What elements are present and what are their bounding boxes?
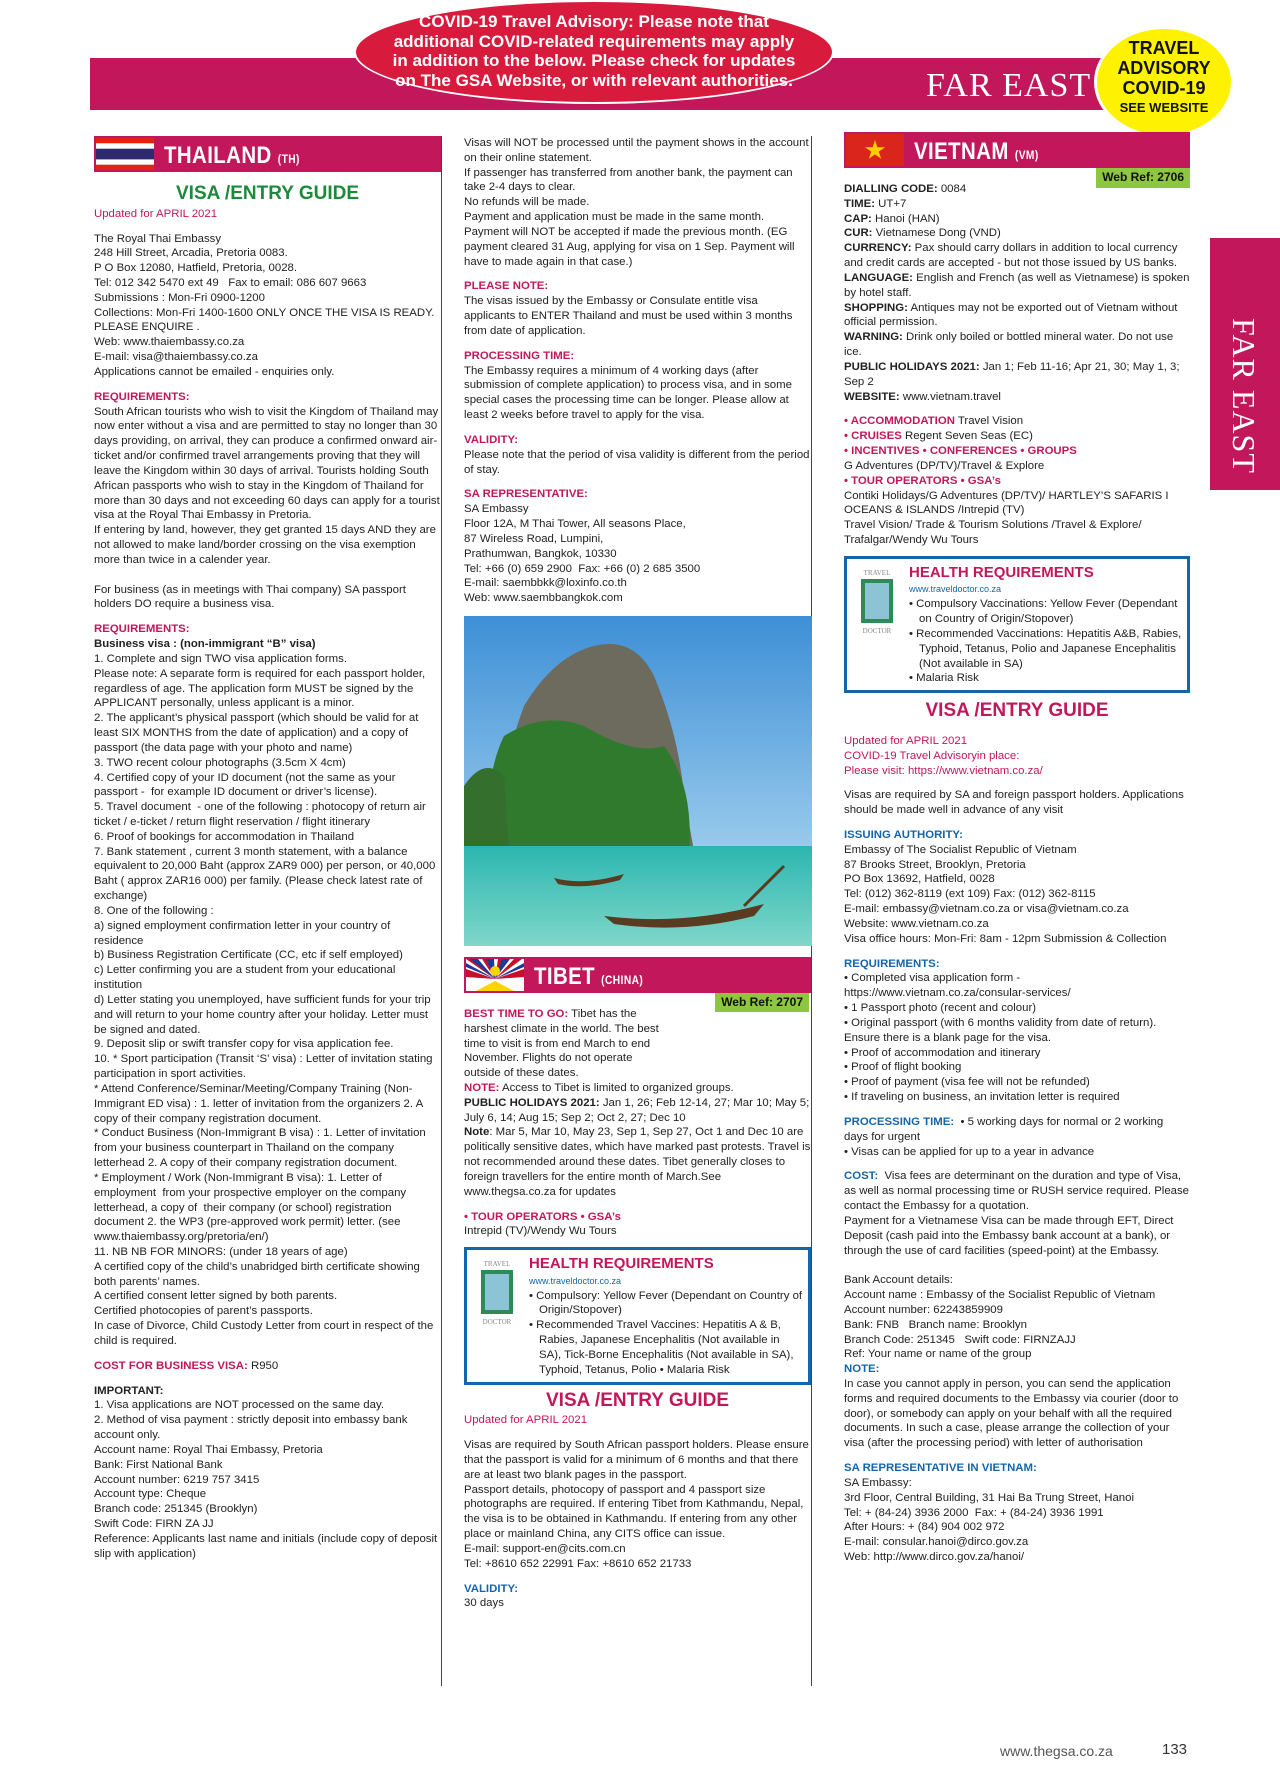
footer-website-link[interactable]: www.thegsa.co.za: [1000, 1743, 1113, 1759]
health-item: • Malaria Risk: [909, 672, 979, 685]
business-visa-text: 1. Complete and sign TWO visa application forms. Please note: A separate form is required for each passport holder, regardless of age. The application form MUST be signed by the APPLICANT personally, unless applicant is a minor. 2. The applicant’s physical passport (which should be valid for at least SIX MONTHS from the date of application) and a copy of passport (the data page with your photo and name) 3. TWO recent colour photographs (3.5cm X 4cm) 4. Certified copy of your ID document (not the same as your passport - for example ID document or driver’s license). 5. Travel document - one of the following : photocopy of return air ticket / e-ticket / return flight reservation / flight itinerary 6. Proof of bookings for accommodation in Thailand 7. Bank statement , current 3 month statement, with a balance equivalent to 20,000 Baht (approx ZAR9 000) per person, or 40,000 Baht ( approx ZAR16 000) per family. (Please check latest rate of exchange) 8. One of the following : a) signed employment confirmation letter in your country of residence b) Business Registration Certificate (CC, etc if self employed) c) Letter confirming you are a student from your educational institution d) Letter stating you unemployed, have sufficient funds for your trip and will return to your home country after your holiday. Letter must be signed and dated. 9. Deposit slip or swift transfer copy for visa application fee. 10. * Sport participation (Transit ‘S’ visa) : Letter of invitation stating participation in sport activities. * Attend Conference/Seminar/Meeting/Company Training (Non-Immigrant ED visa) : 1. letter of invitation from the organizers 2. A copy of their company registration document. * Conduct Business (Non-Immigrant B visa) : 1. Letter of invitation from your business counterpart in Thailand on the company letterhead 2. A copy of their company registration document. * Employment / Work (Non-Immigrant B visa): 1. Letter of employment from your prospective employer on the company letterhead, a copy of their company (or school) registration document 2. the WP3 (pre-approved work permit) letter. (see www.thaiembassy.org/pretoria/en/) 11. NB NB FOR MINORS: (under 18 years of age) A certified copy of the child’s unabridged birth certificate showing both parents’ names. A certified consent letter signed by both parents. Certified photocopies of parent’s passports. In case of Divorce, Child Custody Letter from court in respect of the child is required.: [94, 652, 436, 1347]
incentives-list: G Adventures (DP/TV)/Travel & Explore: [844, 459, 1045, 472]
warning-info: WARNING: Drink only boiled or bottled mineral water. Do not use ice.: [844, 331, 1174, 359]
sensitive-dates: Note: Mar 5, Mar 10, May 23, Sep 1, Sep 27, Oct 1 and Dec 10 are politically sensitive dates, which have marked past protests. Travel is not recommended around these dates. Tibet generally closes to foreign travellers for the entire month of March.See www.thegsa.co.za for updates: [464, 1126, 811, 1198]
svg-text:DOCTOR: DOCTOR: [862, 626, 892, 635]
health-item: • Recommended Travel Vaccines: Hepatitis A & B, Rabies, Japanese Encephalitis (Not available in SA), Tick-Borne Encephalitis (Not available in SA), Typhoid, Tetanus, Polio • Malaria Risk: [529, 1319, 794, 1376]
health-site-link[interactable]: www.traveldoctor.co.za: [529, 1275, 622, 1286]
web-ref-badge[interactable]: Web Ref: 2707: [715, 993, 809, 1013]
cruises-line: • CRUISES Regent Seven Seas (EC): [844, 430, 1033, 443]
covid-advisory-notice: COVID-19 Travel Advisory: Please note that additional COVID-related requirements may apply in addition to the below. Please check for updates on The GSA Website, or with relevant authorities.: [354, 0, 834, 104]
visa-guide-title: VISA /ENTRY GUIDE: [176, 183, 359, 204]
language-info: LANGUAGE: English and French (as well as Vietnamese) is spoken by hotel staff.: [844, 271, 1190, 299]
updated-note: Updated for APRIL 2021 COVID-19 Travel Advisoryin place: Please visit: https://www.vietnam.co.za/: [844, 734, 1043, 777]
sa-representative-text: SA Embassy: 3rd Floor, Central Building, 31 Hai Ba Trung Street, Hanoi Tel: + (84-24) 3936 2000 Fax: + (84-24) 3936 1991 After Hours: + (84) 904 002 972 E-mail: consular.hanoi@dirco.gov.za Web: http://www.dirco.gov.za/hanoi/: [844, 1476, 1134, 1564]
currency-info: CURRENCY: Pax should carry dollars in addition to local currency and credit cards are accepted - but not those issued by US banks.: [844, 242, 1178, 270]
health-requirements-box: [844, 556, 1190, 693]
sa-representative-heading: SA REPRESENTATIVE IN VIETNAM:: [844, 1462, 1037, 1475]
health-item: • Recommended Vaccinations: Hepatitis A&B, Rabies, Typhoid, Tetanus, Polio and Japanese Encephalitis (Not available in SA): [909, 627, 1182, 670]
validity-heading: VALIDITY:: [464, 433, 518, 446]
advisory-line3: COVID-19: [1122, 77, 1206, 98]
sa-representative-heading: SA REPRESENTATIVE:: [464, 488, 588, 501]
access-note: NOTE: Access to Tibet is limited to organized groups.: [464, 1081, 734, 1094]
requirements-heading-2: REQUIREMENTS:: [94, 623, 190, 636]
tour-operators-heading: • TOUR OPERATORS • GSA’s: [464, 1210, 621, 1223]
dialling-code: DIALLING CODE: 0084: [844, 183, 967, 195]
validity-heading: VALIDITY:: [464, 1582, 518, 1595]
side-tab-label: FAR EAST: [1226, 318, 1262, 474]
requirements-heading: REQUIREMENTS:: [94, 390, 190, 403]
sa-representative-text: SA Embassy Floor 12A, M Thai Tower, All seasons Place, 87 Wireless Road, Lumpini, Prathumwan, Bangkok, 10330 Tel: +66 (0) 659 2900 Fax: +66 (0) 2 685 3500 E-mail: saembbkk@loxinfo.co.th Web: www.saembbangkok.com: [464, 503, 701, 605]
shopping-info: SHOPPING: Antiques may not be exported out of Vietnam without official permission.: [844, 301, 1178, 329]
please-note-heading: PLEASE NOTE:: [464, 280, 549, 293]
health-title: HEALTH REQUIREMENTS: [909, 563, 1094, 581]
note-text: In case you cannot apply in person, you can send the application forms and required documents to the Embassy via courier (door to door), or somebody can apply on your behalf with all the required documents. In such a case, please arrange the collection of your visa (after the processing period) with letter of authorisation: [844, 1377, 1182, 1450]
website-info: WEBSITE: www.vietnam.travel: [844, 390, 1001, 403]
side-region-tab: [1210, 238, 1280, 490]
visa-intro: Visas are required by SA and foreign passport holders. Applications should be made well in advance of any visit: [844, 789, 1187, 817]
thailand-column: [94, 136, 442, 1686]
advisory-line2: ADVISORY: [1117, 57, 1211, 78]
health-title: HEALTH REQUIREMENTS: [529, 1255, 714, 1273]
health-item: • Compulsory: Yellow Fever (Dependant on Country of Origin/Stopover): [529, 1289, 803, 1317]
svg-text:TRAVEL: TRAVEL: [483, 1260, 511, 1269]
updated-note: Updated for APRIL 2021: [94, 207, 218, 220]
travel-doctor-logo-icon: [853, 565, 901, 639]
middle-column: [464, 136, 812, 1686]
tour-operators-list: Contiki Holidays/G Adventures (DP/TV)/ HARTLEY’S SAFARIS I OCEANS & ISLANDS /Intrepid (TV) Travel Vision/ Trade & Tourism Solutions /Travel & Explore/ Trafalgar/Wendy Wu Tours: [844, 489, 1169, 547]
vietnam-header: [844, 132, 1190, 168]
thailand-header: [94, 136, 441, 172]
page-number: 133: [1162, 1741, 1188, 1758]
advisory-line1: TRAVEL: [1128, 38, 1200, 58]
incentives-heading: • INCENTIVES • CONFERENCES • GROUPS: [844, 445, 1077, 458]
issuing-authority-text: Embassy of The Socialist Republic of Vietnam 87 Brooks Street, Brooklyn, Pretoria PO Box 13692, Hatfield, 0028 Tel: (012) 362-8119 (ext 109) Fax: (012) 362-8115 E-mail: embassy@vietnam.co.za or visa@vietnam.co.za Website: www.vietnam.co.za Visa office hours: Mon-Fri: 8am - 12pm Submission & Collection: [844, 843, 1167, 945]
please-note-text: The visas issued by the Embassy or Consulate entitle visa applicants to ENTER Thailand and must be used within 3 months from date of application.: [464, 295, 796, 337]
country-name: THAILAND (TH): [164, 142, 300, 169]
thailand-flag-icon: [96, 138, 154, 170]
health-site-link[interactable]: www.traveldoctor.co.za: [909, 584, 1002, 595]
banner-title: FAR EAST: [926, 67, 1092, 104]
country-name: VIETNAM (VM): [914, 138, 1039, 165]
country-name: TIBET (CHINA): [534, 962, 644, 990]
visa-guide-title: VISA /ENTRY GUIDE: [925, 700, 1109, 722]
cost-line: COST: Visa fees are determinant on the duration and type of Visa, as well as normal processing time or RUSH service required. Please contact the Embassy for a quotation. Payment for a Vietnamese Visa can be made through EFT, Direct Deposit (cash paid into the Embassy bank account at a bank), or through the use of card facilities (speed-point) at the Embassy. Bank Account details: Account name : Embassy of the Socialist Republic of Vietnam Account number: 62243859909 Bank: FNB Branch name: Brooklyn Branch Code: 251345 Swift code: FIRNZAJJ Ref: Your name or name of the group: [844, 1170, 1190, 1361]
best-time: BEST TIME TO GO: Tibet has the harshest climate in the world. The best time to visit is from end March to end November. Flights do not operate outside of these dates.: [464, 1007, 659, 1080]
requirements-text: • Completed visa application form - https://www.vietnam.co.za/consular-services/ • 1 Passport photo (recent and colour) • Original passport (with 6 months validity from date of return). Ensure there is a blank page for the visa. • Proof of accommodation and itinerary • Proof of flight booking • Proof of payment (visa fee will not be refunded) • If traveling on business, an invitation letter is required: [844, 972, 1157, 1104]
svg-text:DOCTOR: DOCTOR: [482, 1318, 512, 1327]
tibet-flag-icon: [466, 959, 524, 991]
updated-note: Updated for APRIL 2021: [464, 1414, 588, 1427]
public-holidays: PUBLIC HOLIDAYS 2021: Jan 1; Feb 11-16; Apr 21, 30; May 1, 3; Sep 2: [844, 360, 1180, 388]
travel-advisory-badge[interactable]: [1094, 26, 1234, 138]
vietnam-column: [844, 132, 1190, 1565]
time-zone: TIME: UT+7: [844, 197, 907, 210]
health-requirements-box: [464, 1247, 811, 1384]
cost-line: COST FOR BUSINESS VISA: R950: [94, 1359, 279, 1372]
travel-doctor-logo-icon: [473, 1256, 521, 1330]
requirements-text: South African tourists who wish to visit the Kingdom of Thailand may now enter without a visa and are permitted to stay no longer than 30 days providing, on arrival, they can produce a confirmed onward air-ticket and/or confirmed travel arrangements proving that they will leave the Kingdom within 30 days of arrival. Tourists holding South African passports who wish to stay in the Kingdom of Thailand for more than 30 days and not exceeding 60 days can apply for a tourist visa at the Royal Thai Embassy in Pretoria. If entering by land, however, they get granted 15 days AND they are not allowed to make land/border crossing on the visa exemption more than twice in a calender year. For business (as in meetings with Thai company) SA passport holders DO require a business visa.: [94, 405, 440, 611]
validity-text: Please note that the period of visa validity is different from the period of stay.: [464, 448, 813, 476]
web-ref-badge[interactable]: Web Ref: 2706: [1096, 168, 1190, 188]
business-visa-heading: Business visa : (non-immigrant “B” visa): [94, 638, 316, 651]
tibet-header: [464, 957, 811, 993]
important-text: 1. Visa applications are NOT processed on the same day. 2. Method of visa payment : strictly deposit into embassy bank account only. Account name: Royal Thai Embassy, Pretoria Bank: First National Bank Account number: 6219 757 3415 Account type: Cheque Branch code: 251345 (Brooklyn) Swift Code: FIRN ZA JJ Reference: Applicants last name and initials (include copy of deposit slip with application): [94, 1399, 438, 1560]
validity-text: 30 days: [464, 1597, 504, 1610]
processing-heading: PROCESSING TIME:: [464, 349, 575, 362]
issuing-authority-heading: ISSUING AUTHORITY:: [844, 829, 963, 841]
svg-text:TRAVEL: TRAVEL: [863, 568, 891, 577]
currency-code: CUR: Vietnamese Dong (VND): [844, 227, 1001, 240]
tour-operators-heading: • TOUR OPERATORS • GSA’s: [844, 474, 1001, 487]
embassy-details: The Royal Thai Embassy 248 Hill Street, Arcadia, Pretoria 0083. P O Box 12080, Hatfield, Pretoria, 0028. Tel: 012 342 5470 ext 49 Fax to email: 086 607 9663 Submissions : Mon-Fri 0900-1200 Collections: Mon-Fri 1400-1600 ONLY ONCE THE VISA IS READY. PLEASE ENQUIRE . Web: www.thaiembassy.co.za E-mail: visa@thaiembassy.co.za Applications cannot be emailed - enquiries only.: [94, 232, 435, 378]
health-item: • Compulsory Vaccinations: Yellow Fever (Dependant on Country of Origin/Stopover): [909, 598, 1178, 626]
requirements-heading: REQUIREMENTS:: [844, 957, 940, 970]
visa-guide-title: VISA /ENTRY GUIDE: [546, 1389, 729, 1411]
advisory-line4: SEE WEBSITE: [1119, 100, 1209, 116]
processing-line: PROCESSING TIME: • 5 working days for normal or 2 working days for urgent • Visas can be applied for up to a year in advance: [844, 1115, 1164, 1158]
visa-text: Visas are required by South African passport holders. Please ensure that the passport is valid for a minimum of 6 months and that there are at least two blank pages in the passport. Passport details, photocopy of passport and 4 passport size photographs are required. If entering Tibet from Kathmandu, Nepal, the visa is to be obtained in Kathmandu. If entering from any other place or mainland China, any CITS office can issue. E-mail: support-en@cits.com.cn Tel: +8610 652 22991 Fax: +8610 652 21733: [464, 1439, 809, 1570]
thailand-beach-photo: [464, 616, 812, 946]
note-heading: NOTE:: [844, 1363, 880, 1376]
public-holidays: PUBLIC HOLIDAYS 2021: Jan 1, 26; Feb 12-14, 27; Mar 10; May 5; July 6, 14; Aug 15; Sep 2; Oct 2, 27; Dec 10: [464, 1096, 810, 1124]
capital: CAP: Hanoi (HAN): [844, 212, 940, 225]
accommodation-line: • ACCOMMODATION Travel Vision: [844, 415, 1024, 428]
tour-operators-list: Intrepid (TV)/Wendy Wu Tours: [464, 1225, 617, 1238]
processing-text: The Embassy requires a minimum of 4 working days (after submission of complete application) to process visa, and in some special cases the processing time can be longer. Please allow at least 2 weeks before travel to apply for the visa.: [464, 364, 796, 422]
payment-continuation: Visas will NOT be processed until the payment shows in the account on their online statement. If passenger has transferred from another bank, the payment can take 2-4 days to clear. No refunds will be made. Payment and application must be made in the same month. Payment will NOT be accepted if made the previous month. (EG payment cleared 31 Aug, applying for visa on 1 Sep. Payment will have to made again in that case.): [464, 137, 809, 268]
important-heading: IMPORTANT:: [94, 1384, 164, 1397]
vietnam-flag-icon: [846, 134, 904, 166]
